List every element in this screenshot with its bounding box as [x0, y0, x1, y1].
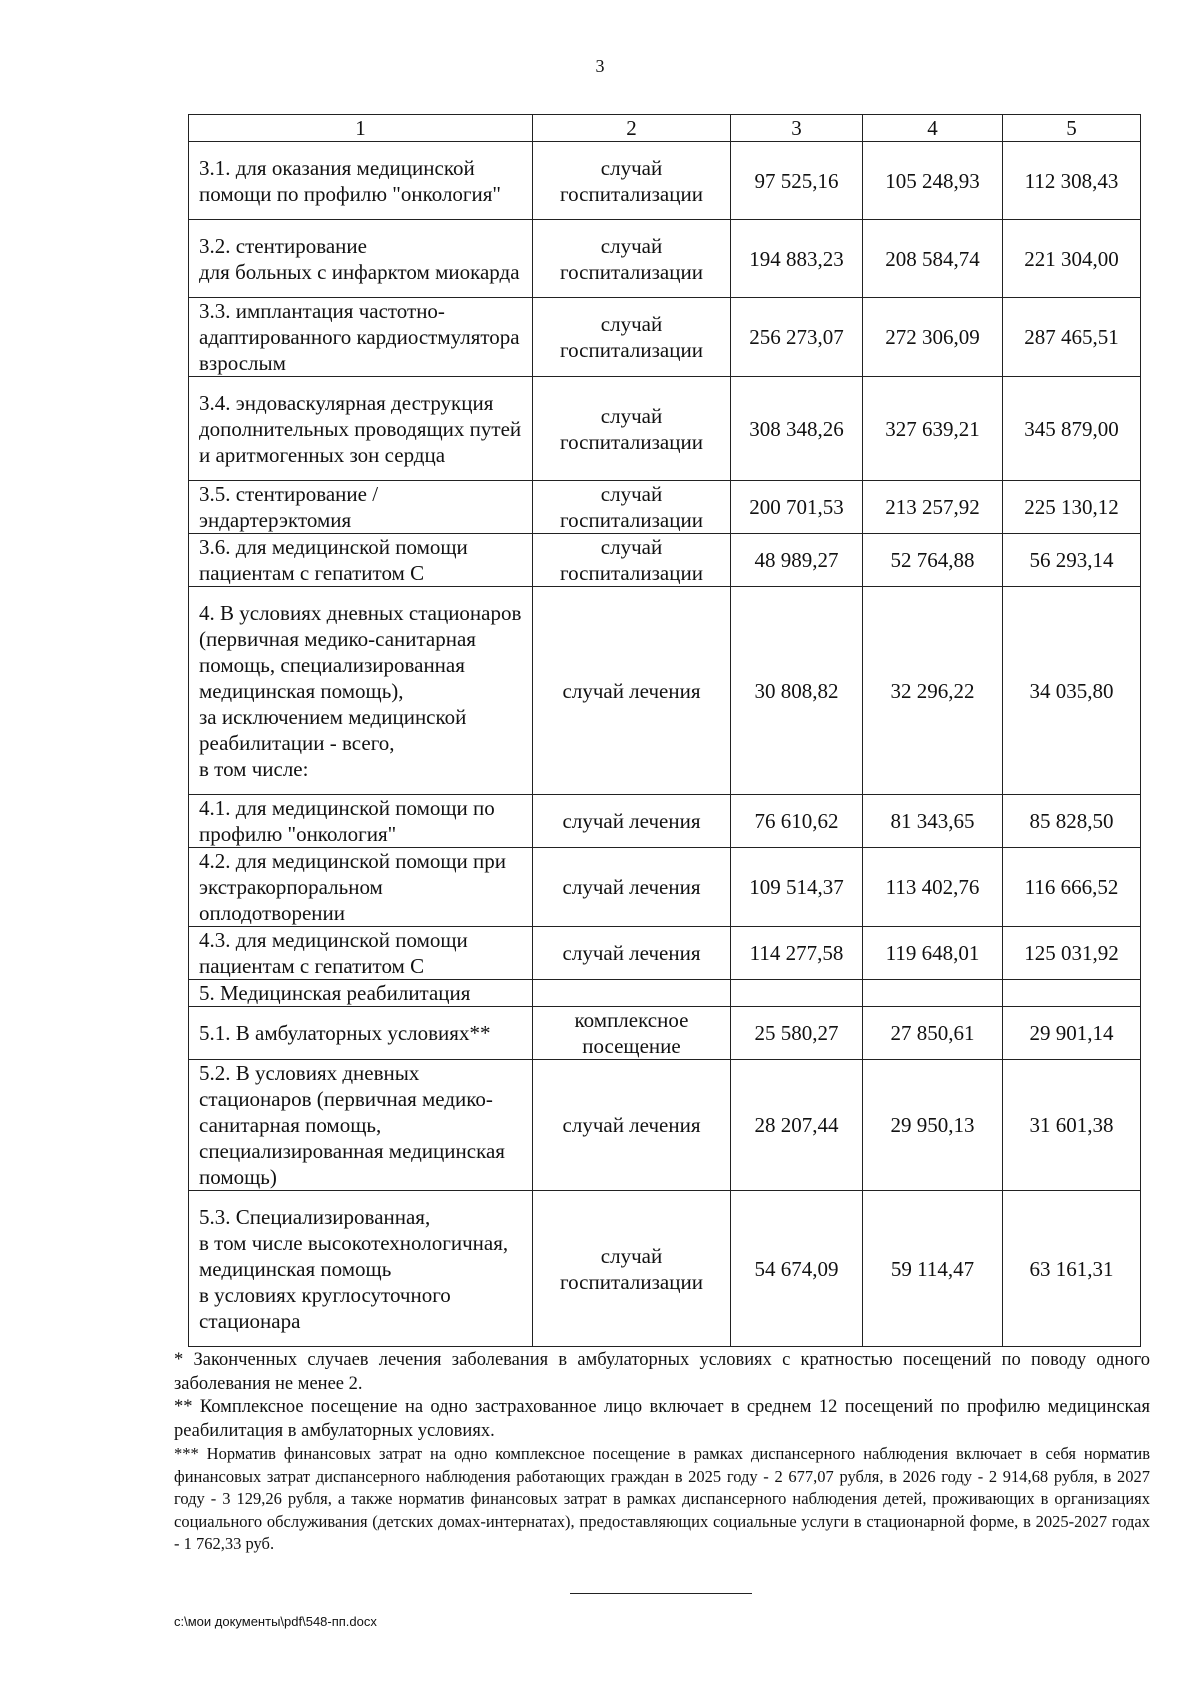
row-name: 5.3. Специализированная, в том числе высокотехнологичная, медицинская помощь в условиях круглосуточного стационара — [189, 1191, 533, 1347]
row-value-2025: 54 674,09 — [731, 1191, 863, 1347]
row-name: 4.1. для медицинской помощи по профилю "онкология" — [189, 795, 533, 848]
row-value-2027: 63 161,31 — [1003, 1191, 1141, 1347]
row-unit — [533, 980, 731, 1007]
file-path: c:\мои документы\pdf\548-пп.docx — [174, 1614, 377, 1629]
footnote-1: * Законченных случаев лечения заболевания в амбулаторных условиях с кратностью посещений по поводу одного заболевания не менее 2. — [174, 1350, 1150, 1394]
row-name: 5.2. В условиях дневных стационаров (первичная медико-санитарная помощь, специализированная медицинская помощь) — [189, 1060, 533, 1191]
row-value-2025: 76 610,62 — [731, 795, 863, 848]
table-row — [189, 298, 1141, 377]
row-value-2025: 114 277,58 — [731, 927, 863, 980]
table-row — [189, 1007, 1141, 1060]
row-value-2027: 287 465,51 — [1003, 298, 1141, 377]
header-cell-1: 1 — [189, 115, 533, 142]
page-number: 3 — [595, 56, 605, 76]
row-value-2026: 208 584,74 — [863, 220, 1003, 298]
footnotes — [174, 1349, 1150, 1556]
row-value-2026: 32 296,22 — [863, 587, 1003, 795]
row-value-2026: 81 343,65 — [863, 795, 1003, 848]
row-value-2027: 112 308,43 — [1003, 142, 1141, 220]
row-value-2025 — [731, 980, 863, 1007]
row-name: 5.1. В амбулаторных условиях** — [189, 1007, 533, 1060]
table-row — [189, 534, 1141, 587]
row-unit: случай госпитализации — [533, 220, 731, 298]
row-value-2026: 119 648,01 — [863, 927, 1003, 980]
row-unit: случай госпитализации — [533, 481, 731, 534]
table-row — [189, 848, 1141, 927]
row-value-2025: 109 514,37 — [731, 848, 863, 927]
row-value-2026: 213 257,92 — [863, 481, 1003, 534]
table-row — [189, 587, 1141, 795]
row-value-2025: 200 701,53 — [731, 481, 863, 534]
header-cell-4: 4 — [863, 115, 1003, 142]
row-name: 3.6. для медицинской помощи пациентам с гепатитом С — [189, 534, 533, 587]
row-unit: случай лечения — [533, 927, 731, 980]
row-unit: случай лечения — [533, 587, 731, 795]
footnote-2: ** Комплексное посещение на одно застрахованное лицо включает в среднем 12 посещений по профилю медицинская реабилитация в амбулаторных условиях. — [174, 1397, 1150, 1441]
row-value-2025: 308 348,26 — [731, 377, 863, 481]
row-value-2026: 105 248,93 — [863, 142, 1003, 220]
row-value-2025: 28 207,44 — [731, 1060, 863, 1191]
table-row — [189, 220, 1141, 298]
row-value-2026: 272 306,09 — [863, 298, 1003, 377]
table-row — [189, 1191, 1141, 1347]
row-name: 3.4. эндоваскулярная деструкция дополнительных проводящих путей и аритмогенных зон сердца — [189, 377, 533, 481]
row-value-2026: 59 114,47 — [863, 1191, 1003, 1347]
row-unit: случай лечения — [533, 795, 731, 848]
header-cell-5: 5 — [1003, 115, 1141, 142]
row-value-2025: 25 580,27 — [731, 1007, 863, 1060]
table-row — [189, 980, 1141, 1007]
row-value-2026: 327 639,21 — [863, 377, 1003, 481]
header-cell-3: 3 — [731, 115, 863, 142]
row-value-2027: 34 035,80 — [1003, 587, 1141, 795]
row-name: 4.3. для медицинской помощи пациентам с гепатитом С — [189, 927, 533, 980]
row-unit: случай госпитализации — [533, 298, 731, 377]
cost-standards-table — [188, 114, 1141, 1347]
row-value-2026: 29 950,13 — [863, 1060, 1003, 1191]
row-name: 3.3. имплантация частотно-адаптированного кардиостмулятора взрослым — [189, 298, 533, 377]
header-cell-2: 2 — [533, 115, 731, 142]
row-unit: случай лечения — [533, 1060, 731, 1191]
row-value-2027: 221 304,00 — [1003, 220, 1141, 298]
row-value-2027: 125 031,92 — [1003, 927, 1141, 980]
row-value-2027: 29 901,14 — [1003, 1007, 1141, 1060]
row-value-2026 — [863, 980, 1003, 1007]
row-value-2027: 345 879,00 — [1003, 377, 1141, 481]
row-name: 4. В условиях дневных стационаров (первичная медико-санитарная помощь, специализированная медицинская помощь), за исключением медицинской реабилитации - всего, в том числе: — [189, 587, 533, 795]
row-value-2026: 113 402,76 — [863, 848, 1003, 927]
table-row — [189, 1060, 1141, 1191]
row-unit: случай госпитализации — [533, 1191, 731, 1347]
row-value-2026: 52 764,88 — [863, 534, 1003, 587]
row-value-2025: 256 273,07 — [731, 298, 863, 377]
table-row — [189, 927, 1141, 980]
row-value-2025: 30 808,82 — [731, 587, 863, 795]
table-row — [189, 481, 1141, 534]
row-name: 3.5. стентирование / эндартерэктомия — [189, 481, 533, 534]
row-name: 5. Медицинская реабилитация — [189, 980, 533, 1007]
row-value-2027 — [1003, 980, 1141, 1007]
row-name: 3.1. для оказания медицинской помощи по профилю "онкология" — [189, 142, 533, 220]
table-row — [189, 142, 1141, 220]
row-unit: случай госпитализации — [533, 377, 731, 481]
row-unit: комплексное посещение — [533, 1007, 731, 1060]
row-value-2027: 85 828,50 — [1003, 795, 1141, 848]
row-value-2026: 27 850,61 — [863, 1007, 1003, 1060]
row-value-2027: 56 293,14 — [1003, 534, 1141, 587]
footnote-3: *** Норматив финансовых затрат на одно комплексное посещение в рамках диспансерного наблюдения включает в себя норматив финансовых затрат диспансерного наблюдения работающих граждан в 2025 году - 2 677,07 рубля, в 2026 году - 2 914,68 рубля, в 2027 году - 3 129,26 рубля, а также норматив финансовых затрат в рамках диспансерного наблюдения детей, проживающих в организациях социального обслуживания (детских домах-интернатах), предоставляющих социальные услуги в стационарной форме, в 2025-2027 годах - 1 762,33 руб. — [174, 1444, 1150, 1553]
table-row — [189, 377, 1141, 481]
row-value-2025: 97 525,16 — [731, 142, 863, 220]
row-name: 4.2. для медицинской помощи при экстракорпоральном оплодотворении — [189, 848, 533, 927]
row-value-2025: 194 883,23 — [731, 220, 863, 298]
row-name: 3.2. стентирование для больных с инфарктом миокарда — [189, 220, 533, 298]
row-value-2027: 116 666,52 — [1003, 848, 1141, 927]
row-value-2027: 225 130,12 — [1003, 481, 1141, 534]
table-row — [189, 795, 1141, 848]
row-value-2027: 31 601,38 — [1003, 1060, 1141, 1191]
row-unit: случай лечения — [533, 848, 731, 927]
row-unit: случай госпитализации — [533, 534, 731, 587]
end-divider — [570, 1593, 752, 1594]
row-unit: случай госпитализации — [533, 142, 731, 220]
table-header-row — [189, 115, 1141, 142]
row-value-2025: 48 989,27 — [731, 534, 863, 587]
